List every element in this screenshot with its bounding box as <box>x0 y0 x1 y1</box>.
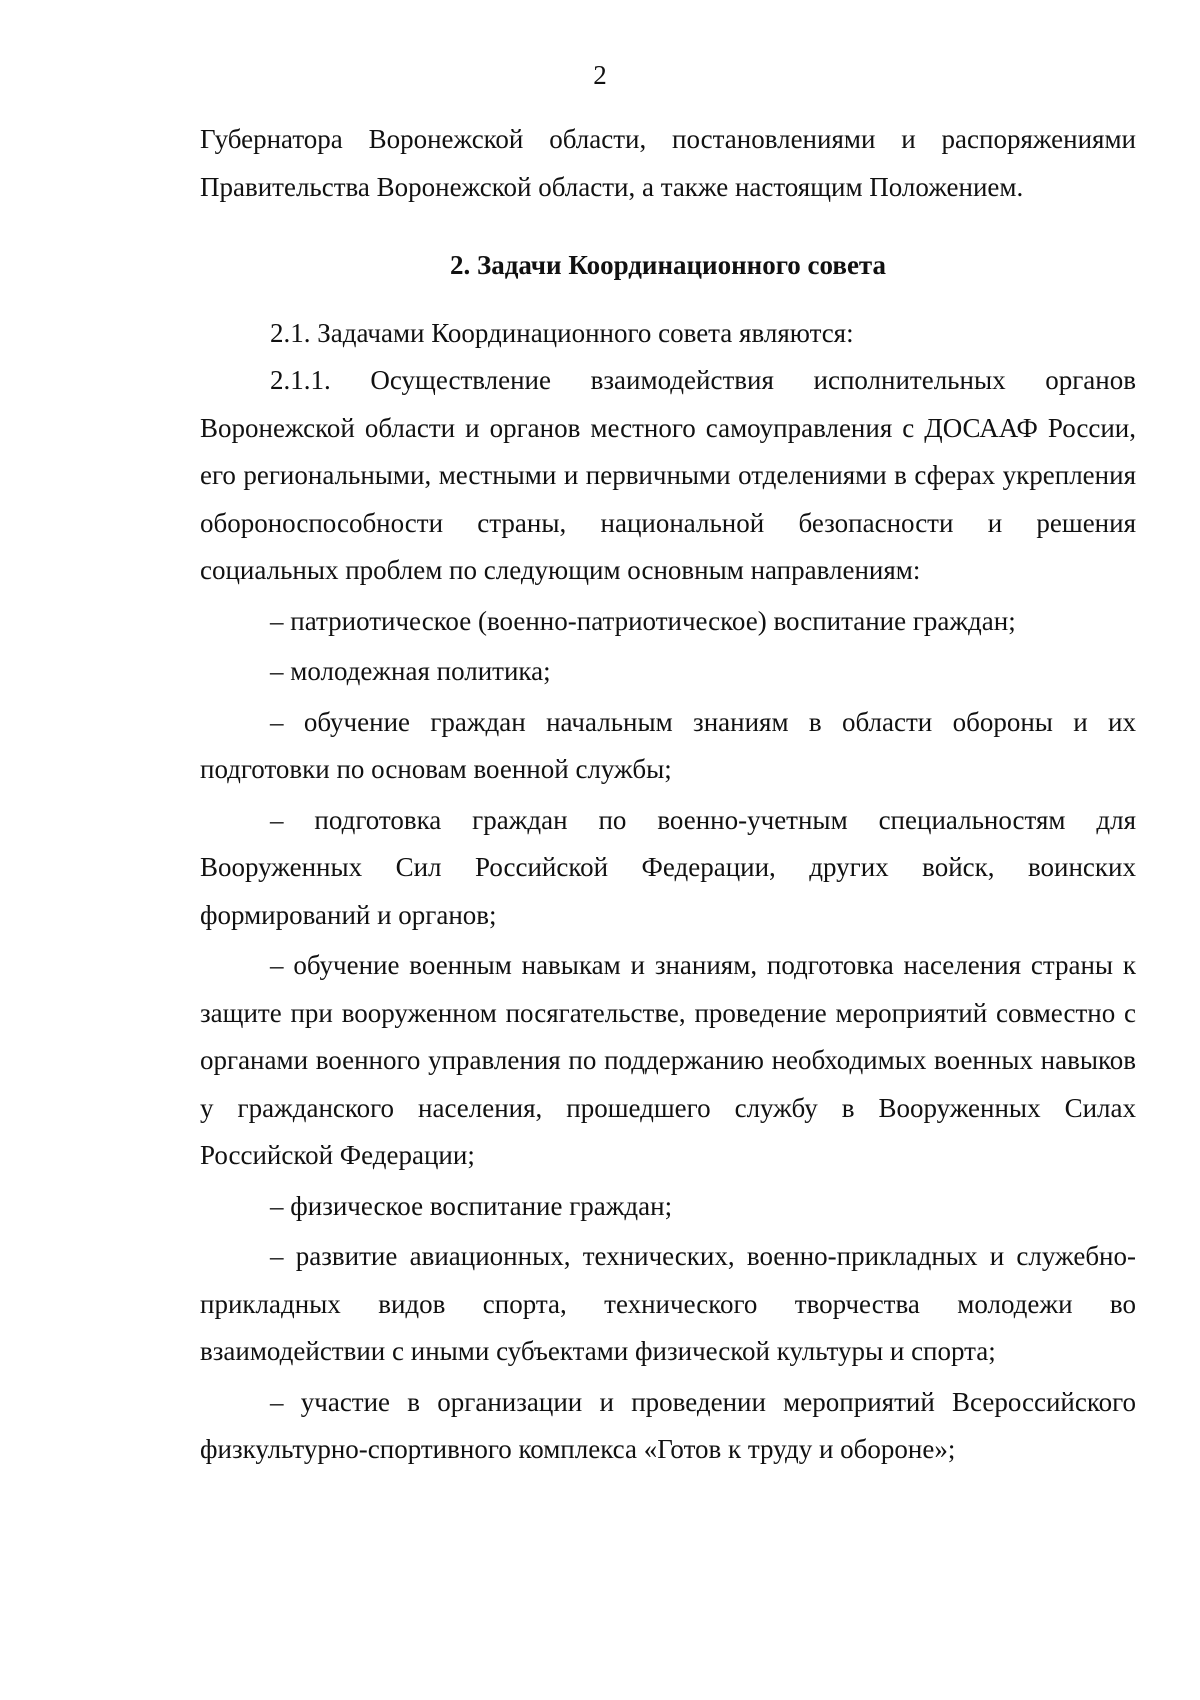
direction-item: – обучение граждан начальным знаниям в области обороны и их подготовки по основам военной службы; <box>200 706 1136 784</box>
document-body <box>200 116 1136 1474</box>
intro-continuation-paragraph: Губернатора Воронежской области, постановлениями и распоряжениями Правительства Воронежской области, а также настоящим Положением. <box>200 124 1136 202</box>
direction-item: – обучение военным навыкам и знаниям, подготовка населения страны к защите при вооруженном посягательстве, проведение мероприятий совместно с органами военного управления по поддержанию необходимых военных навыков у гражданского населения, прошедшего службу в Вооруженных Силах Российской Федерации; <box>200 950 1136 1170</box>
section-heading: 2. Задачи Координационного совета <box>449 250 887 280</box>
direction-item: – патриотическое (военно-патриотическое) воспитание граждан; <box>270 605 1016 636</box>
direction-item: – подготовка граждан по военно-учетным специальностям для Вооруженных Сил Российской Федерации, других войск, воинских формирований и органов; <box>200 804 1136 930</box>
direction-item: – физическое воспитание граждан; <box>270 1190 673 1221</box>
direction-item: – молодежная политика; <box>270 656 551 686</box>
clause-2-1-1: 2.1.1. Осуществление взаимодействия исполнительных органов Воронежской области и органов местного самоуправления с ДОСААФ России, его региональными, местными и первичными отделениями в сферах укрепления обороноспособности страны, национальной безопасности и решения социальных проблем по следующим основным направлениям: <box>200 365 1136 585</box>
page-number: 2 <box>593 60 607 90</box>
clause-2-1: 2.1. Задачами Координационного совета являются: <box>270 317 854 348</box>
direction-item: – участие в организации и проведении мероприятий Всероссийского физкультурно-спортивного комплекса «Готов к труду и обороне»; <box>200 1386 1136 1464</box>
direction-item: – развитие авиационных, технических, военно-прикладных и служебно-прикладных видов спорта, технического творчества молодежи во взаимодействии с иными субъектами физической культуры и спорта; <box>200 1241 1136 1366</box>
